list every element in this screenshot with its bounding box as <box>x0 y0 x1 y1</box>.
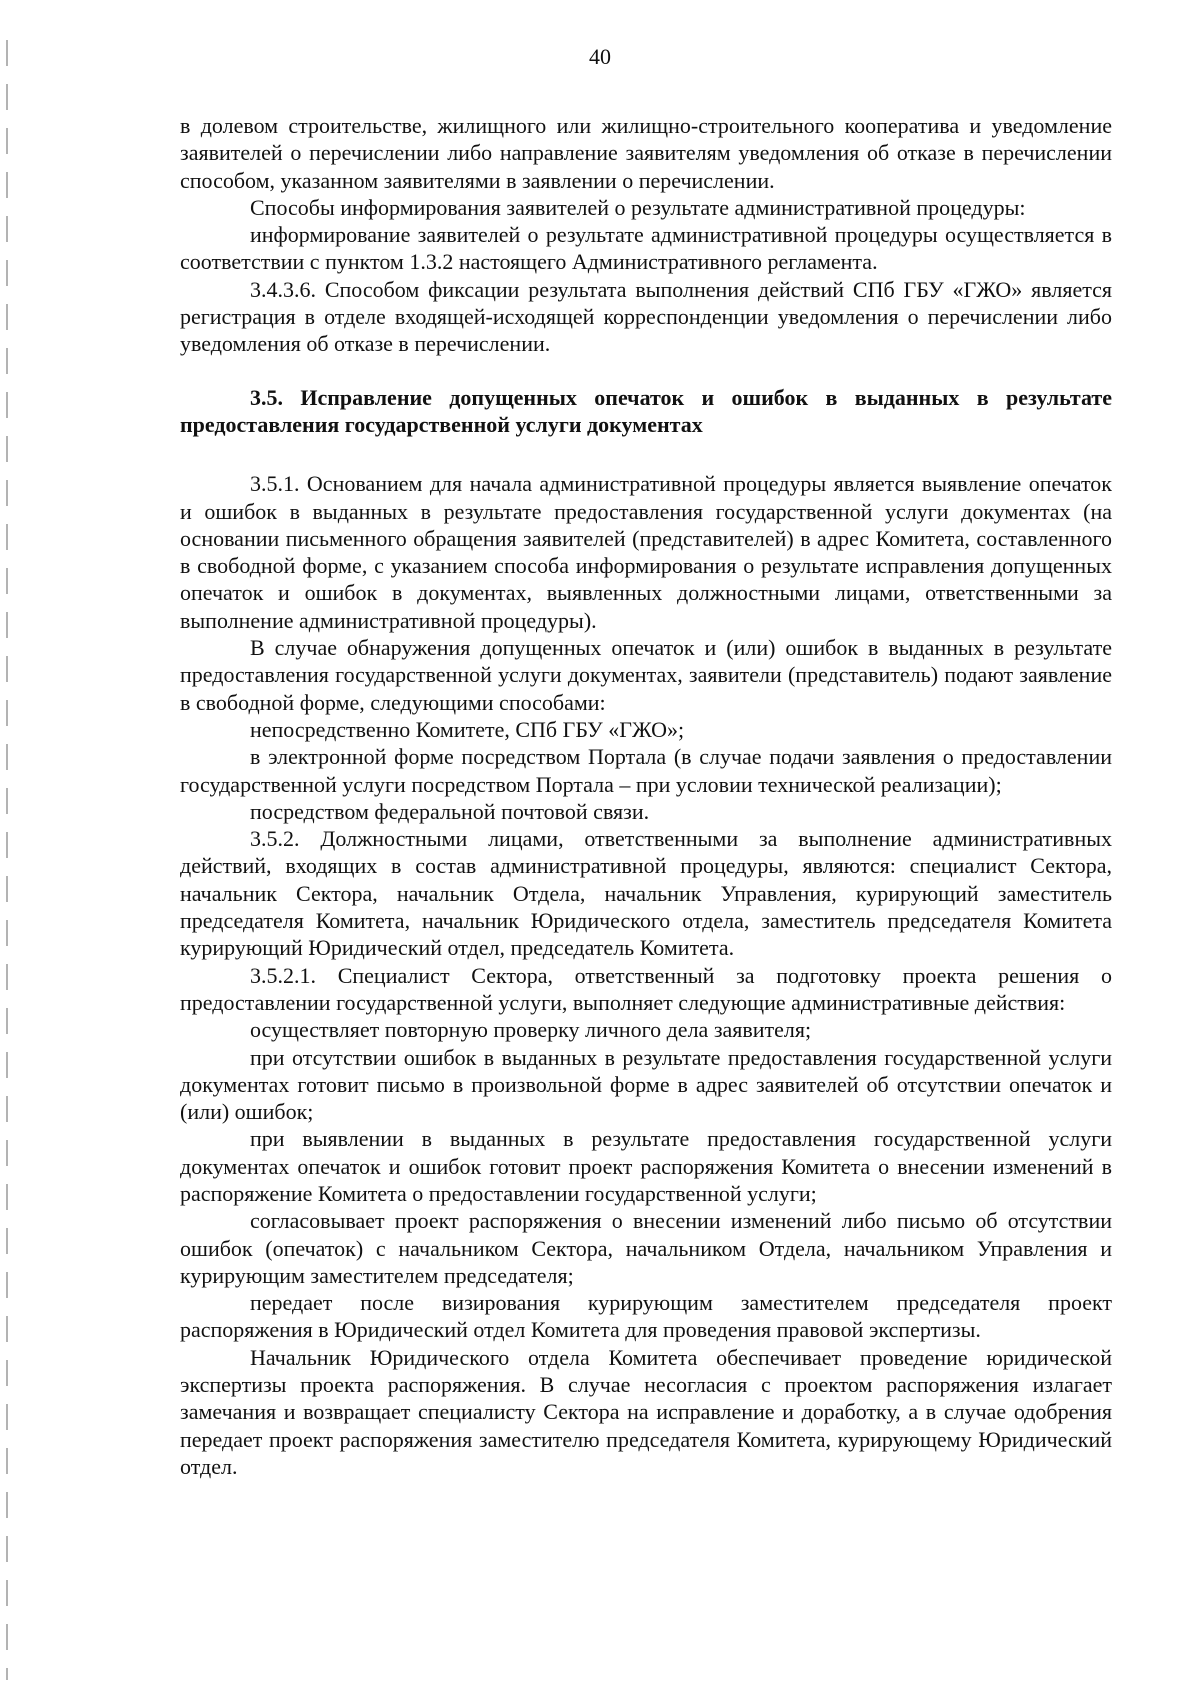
paragraph: 3.5.2. Должностными лицами, ответственными за выполнение административных действий, входящих в состав административной процедуры, являются: специалист Сектора, начальник Сектора, начальник Отдела, начальник Управления, курирующий заместитель председателя Комитета, начальник Юридического отдела, заместитель председателя Комитета курирующий Юридический отдел, председатель Комитета. <box>180 826 1112 961</box>
paragraph: 3.4.3.6. Способом фиксации результата выполнения действий СПб ГБУ «ГЖО» является регистрация в отделе входящей-исходящей корреспонденции уведомления о перечислении либо уведомления об отказе в перечислении. <box>180 276 1112 357</box>
paragraph: Способы информирования заявителей о результате административной процедуры: <box>250 194 1026 220</box>
section-heading: 3.5. Исправление допущенных опечаток и ошибок в выданных в результате предоставления государственной услуги документах <box>180 384 1112 437</box>
page-number: 40 <box>589 44 611 69</box>
paragraph: при отсутствии ошибок в выданных в результате предоставления государственной услуги документах готовит письмо в произвольной форме в адрес заявителей об отсутствии опечаток и (или) ошибок; <box>180 1044 1112 1125</box>
paragraph: согласовывает проект распоряжения о внесении изменений либо письмо об отсутствии ошибок (опечаток) с начальником Сектора, начальником Отдела, начальником Управления и курирующим заместителем председателя; <box>180 1208 1112 1288</box>
paragraph: в долевом строительстве, жилищного или жилищно-строительного кооператива и уведомление заявителей о перечислении либо направление заявителям уведомления об отказе в перечислении способом, указанном заявителями в заявлении о перечислении. <box>180 113 1112 193</box>
paragraph: 3.5.1. Основанием для начала административной процедуры является выявление опечаток и ошибок в выданных в результате предоставления государственной услуги документах (на основании письменного обращения заявителей (представителей) в адрес Комитета, составленного в свободной форме, с указанием способа информирования о результате исправления допущенных опечаток и ошибок в документах, выявленных должностными лицами, ответственными за выполнение административной процедуры). <box>180 471 1112 633</box>
paragraph: Начальник Юридического отдела Комитета обеспечивает проведение юридической экспертизы проекта распоряжения. В случае несогласия с проектом распоряжения излагает замечания и возвращает специалисту Сектора на исправление и доработку, а в случае одобрения передает проект распоряжения заместителю председателя Комитета, курирующему Юридический отдел. <box>180 1344 1112 1479</box>
document-body <box>180 112 1112 1480</box>
paragraph: 3.5.2.1. Специалист Сектора, ответственный за подготовку проекта решения о предоставлении государственной услуги, выполняет следующие административные действия: <box>180 962 1112 1015</box>
paragraph: передает после визирования курирующим заместителем председателя проект распоряжения в Юридический отдел Комитета для проведения правовой экспертизы. <box>180 1290 1112 1343</box>
scan-edge-marks <box>6 40 8 1680</box>
paragraph: информирование заявителей о результате административной процедуры осуществляется в соответствии с пунктом 1.3.2 настоящего Административного регламента. <box>180 222 1112 275</box>
paragraph: в электронной форме посредством Портала (в случае подачи заявления о предоставлении государственной услуги посредством Портала – при условии технической реализации); <box>180 744 1112 797</box>
paragraph: непосредственно Комитете, СПб ГБУ «ГЖО»; <box>250 716 685 742</box>
paragraph: при выявлении в выданных в результате предоставления государственной услуги документах опечаток и ошибок готовит проект распоряжения Комитета о внесении изменений в распоряжение Комитета о предоставлении государственной услуги; <box>180 1126 1112 1206</box>
paragraph-group-section-3-5 <box>180 470 1112 1480</box>
paragraph: осуществляет повторную проверку личного дела заявителя; <box>250 1017 812 1043</box>
paragraph: В случае обнаружения допущенных опечаток и (или) ошибок в выданных в результате предоставления государственной услуги документах, заявители (представитель) подают заявление в свободной форме, следующими способами: <box>180 635 1112 715</box>
paragraph: посредством федеральной почтовой связи. <box>250 798 650 824</box>
paragraph-group-before-section <box>180 112 1112 358</box>
